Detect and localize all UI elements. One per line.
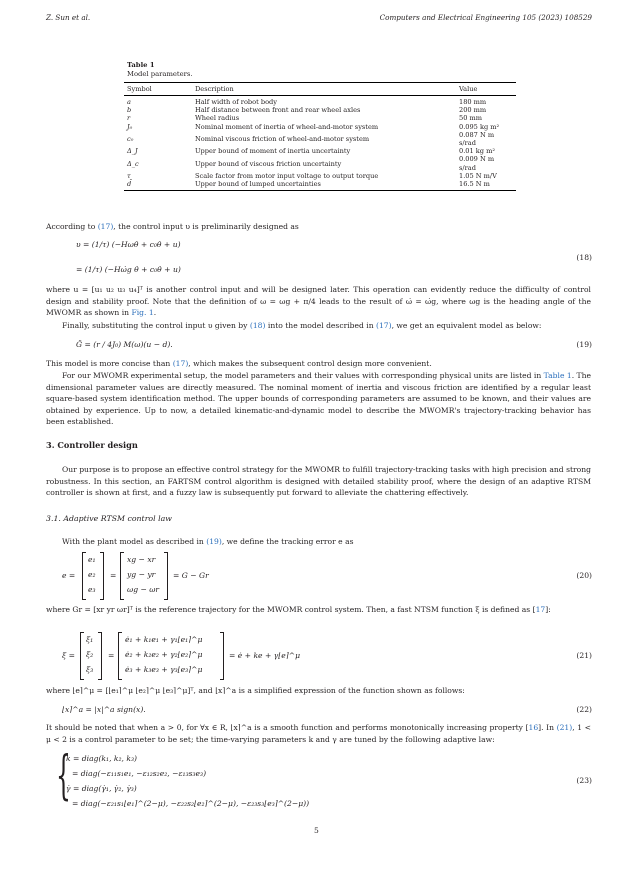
table-row: [124, 96, 516, 107]
table-cell: d̄: [124, 180, 192, 191]
text-span: .: [153, 308, 157, 318]
table-cell: Δ_c: [127, 159, 139, 168]
matrix-bracket-left: [80, 632, 84, 680]
equation-number: (21): [576, 651, 592, 660]
table-cell: Nominal viscous friction of wheel-and-motor system: [195, 134, 370, 143]
text-span: , 1 < μ < 2 is a control parameter to be set; the time-varying parameters k and γ are tuned by the following adaptive law:: [46, 723, 591, 744]
table-cell: 180 mm: [459, 98, 487, 106]
table-row: [124, 155, 516, 171]
table-header-row: [124, 83, 516, 96]
model-parameters-table: [124, 82, 516, 191]
text-span: into the model described in: [267, 321, 374, 330]
vector-entry: ξ₁: [86, 635, 94, 644]
equation-number: (18): [576, 253, 592, 262]
table-cell: 0.095 kg m²: [459, 122, 500, 131]
equals-sign: =: [108, 651, 115, 660]
paragraph: [46, 604, 591, 616]
brace-left: {: [56, 746, 71, 806]
table-cell: Half width of robot body: [195, 98, 277, 106]
paragraph: [46, 284, 591, 319]
text-span: where Gr = [xr yr ωr]ᵀ is the reference trajectory for the MWOMR control system. Then, a fast NTSM function ξ is defined as [: [46, 605, 536, 614]
table-cell: τ: [127, 171, 131, 180]
paragraph: [46, 221, 591, 233]
equation-number: (19): [576, 340, 592, 349]
text-span: ]:: [545, 605, 551, 614]
table-cell: Half distance between front and rear wheel axles: [195, 106, 361, 115]
text-span: This model is more concise than: [46, 359, 171, 368]
table-cell: 50 mm: [459, 114, 482, 123]
matrix-bracket-left: [118, 632, 122, 680]
running-head-authors: Z. Sun et al.: [46, 13, 91, 22]
col-symbol-header: Symbol: [124, 83, 192, 96]
table-cell: Upper bound of moment of inertia uncertainty: [195, 147, 351, 156]
matrix-bracket-right: [220, 632, 224, 680]
vector-entry: e₃: [88, 585, 96, 594]
table-cell: Nominal moment of inertia of wheel-and-motor system: [195, 122, 379, 131]
text-span: With the plant model as described in: [62, 537, 204, 546]
vector-entry: ė₂ + k₂e₂ + γ₂⌊e₂⌉^μ: [125, 650, 203, 659]
table-row: [124, 147, 516, 155]
table-cell: 0.087 N m s/rad: [459, 130, 495, 148]
paragraph: [46, 370, 591, 428]
subsection-heading: 3.1. Adaptive RTSM control law: [46, 514, 172, 523]
table-cell: b: [127, 106, 132, 115]
paragraph: [46, 722, 591, 745]
equation-ref-link[interactable]: (17): [376, 321, 392, 330]
citation-link[interactable]: 17: [535, 605, 546, 614]
table-cell: r: [127, 114, 131, 123]
matrix-bracket-left: [120, 552, 124, 600]
vector-entry: yg − yr: [127, 570, 156, 579]
vector-entry: ξ₂: [86, 650, 94, 659]
table-cell: 0.009 N m s/rad: [459, 155, 495, 172]
table-row: [124, 180, 516, 191]
vector-entry: xg − xr: [127, 555, 156, 564]
text-span: ]. In: [538, 723, 555, 732]
equals-sign: =: [110, 571, 117, 580]
figure-ref-link[interactable]: Fig. 1: [131, 308, 154, 318]
text-span: , which makes the subsequent control design more convenient.: [188, 359, 432, 368]
matrix-bracket-right: [100, 552, 104, 600]
vector-entry: ωg − ωr: [127, 585, 160, 594]
text-span: . The dimensional parameter values are directly measured. The nominal moment of inertia and viscous friction are identified by a regular least square-based system identification method. The upper bounds of corresponding parameters are assumed to be known, and their values are obtained by experience. Up to now, a detailed kinematic-and-dynamic model to describe the MWOMR's trajectory-tracking behavior has been established.: [46, 371, 592, 427]
table-cell: 200 mm: [459, 106, 487, 115]
table-caption: Model parameters.: [127, 70, 193, 78]
table-cell: a: [127, 98, 131, 106]
table-cell: 1.05 N m/V: [459, 171, 497, 180]
table-row: [124, 106, 516, 114]
vector-entry: ė₃ + k₃e₃ + γ₃⌊e₃⌉^μ: [125, 665, 203, 674]
table-cell: Scale factor from motor input voltage to output torque: [195, 171, 379, 180]
table-ref-link[interactable]: Table 1: [543, 371, 572, 380]
col-value-header: Value: [456, 83, 516, 96]
equation-21-lhs: ξ =: [62, 651, 75, 660]
text-span: where u = [u₁ u₂ u₃ u₄]ᵀ is another control input and will be designed later. This operation can evidently reduce the difficulty of control design and stability proof. Note that the definition of ω = ωg + π/4 leads to the result of ω̇ = ω̇g, where ωg is the heading angle of the MWOMR as shown in: [46, 285, 591, 318]
equation-23-line2: = diag(−ε₁₁s₁e₁, −ε₁₂s₂e₂, −ε₁₃s₃e₃): [72, 769, 207, 778]
col-description-header: Description: [192, 83, 456, 96]
table-row: [124, 172, 516, 180]
equation-23-line1: k = diag(k₁, k₂, k₃): [66, 754, 137, 763]
table-cell: 16.5 N m: [456, 180, 516, 191]
text-span: For our MWOMR experimental setup, the model parameters and their values with corresponding physical units are listed in: [62, 371, 542, 380]
paragraph: [46, 685, 591, 697]
vector-entry: ξ₃: [86, 665, 94, 674]
equation-18-line2: = (1/τ) (−Hω̇g θ̇ + c₀θ̇ + u): [76, 265, 181, 274]
matrix-bracket-left: [82, 552, 86, 600]
paragraph: [46, 320, 591, 332]
text-span: , we get an equivalent model as below:: [391, 321, 542, 330]
text-span: It should be noted that when a > 0, for ∀x ∈ R, ⌊x⌉^a is a smooth function and performs monotonically increasing property [: [46, 723, 529, 732]
equation-22: ⌊x⌉^a = |x|^a sign(x).: [62, 705, 146, 714]
matrix-bracket-right: [164, 552, 168, 600]
table-row: [124, 131, 516, 147]
equation-ref-link[interactable]: (17): [97, 222, 114, 231]
table-cell: Wheel radius: [195, 114, 240, 123]
table-row: [124, 123, 516, 131]
table-cell: J₀: [127, 122, 133, 131]
equation-number: (23): [576, 776, 592, 785]
page-number: 5: [314, 826, 319, 835]
equation-ref-link[interactable]: (18): [249, 321, 266, 330]
paragraph: [46, 464, 591, 499]
equation-20-lhs: e =: [62, 571, 76, 580]
equation-20-rhs: = G − Gr: [173, 571, 209, 580]
equation-number: (20): [576, 571, 592, 580]
text-span: Our purpose is to propose an effective control strategy for the MWOMR to fulfill trajectory-tracking tasks with high precision and strong robustness. In this section, an FARTSM control algorithm is designed with detailed stability proof, where the design of an adaptive RTSM controller is shown at first, and a fuzzy law is subsequently put forward to alleviate the chattering effectively.: [46, 465, 591, 498]
text-span: Finally, substituting the control input υ given by: [62, 321, 248, 330]
text-span: According to: [46, 222, 96, 231]
paragraph: [46, 536, 591, 548]
paragraph: [46, 358, 591, 370]
table-cell: Δ_J: [127, 147, 138, 156]
text-span: , the control input υ is preliminarily designed as: [113, 222, 299, 231]
equation-ref-link[interactable]: (19): [206, 537, 222, 546]
equation-ref-link[interactable]: (17): [172, 359, 189, 368]
equation-19: G̈ = (r / 4J₀) M(ω)(u − d).: [76, 340, 173, 349]
table-cell: c₀: [127, 134, 134, 143]
vector-entry: e₁: [88, 555, 96, 564]
matrix-bracket-right: [98, 632, 102, 680]
vector-entry: ė₁ + k₁e₁ + γ₁⌊e₁⌉^μ: [125, 635, 203, 644]
equation-18-line1: υ = (1/τ) (−Hωθ̇ + c₀θ̇ + u): [76, 240, 181, 249]
table-cell: Upper bound of lumped uncertainties: [192, 180, 456, 191]
vector-entry: e₂: [88, 570, 96, 579]
section-heading: 3. Controller design: [46, 440, 138, 450]
equation-21-rhs: = ė + ke + γ⌊e⌉^μ: [229, 651, 301, 660]
equation-ref-link[interactable]: (21): [556, 723, 573, 732]
text-span: where ⌊e⌉^μ = [⌊e₁⌉^μ ⌊e₂⌉^μ ⌊e₃⌉^μ]ᵀ, and ⌊x⌉^a is a simplified expression of the function shown as follows:: [46, 686, 465, 695]
citation-link[interactable]: 16: [528, 723, 539, 732]
table-cell: 0.01 kg m²: [459, 147, 495, 156]
equation-23-line4: = diag(−ε₂₁s₁⌊e₁⌉^(2−μ), −ε₂₂s₂⌊e₂⌉^(2−μ), −ε₂₃s₃⌊e₃⌉^(2−μ)): [72, 799, 310, 808]
table-label: Table 1: [127, 61, 155, 69]
running-head-journal: Computers and Electrical Engineering 105 (2023) 108529: [379, 13, 592, 22]
equation-23-line3: γ̇ = diag(γ̇₁, γ̇₂, γ̇₃): [66, 784, 137, 793]
table-cell: Upper bound of viscous friction uncertainty: [195, 159, 342, 168]
equation-number: (22): [576, 705, 592, 714]
table-row: [124, 114, 516, 122]
text-span: , we define the tracking error e as: [221, 537, 354, 546]
